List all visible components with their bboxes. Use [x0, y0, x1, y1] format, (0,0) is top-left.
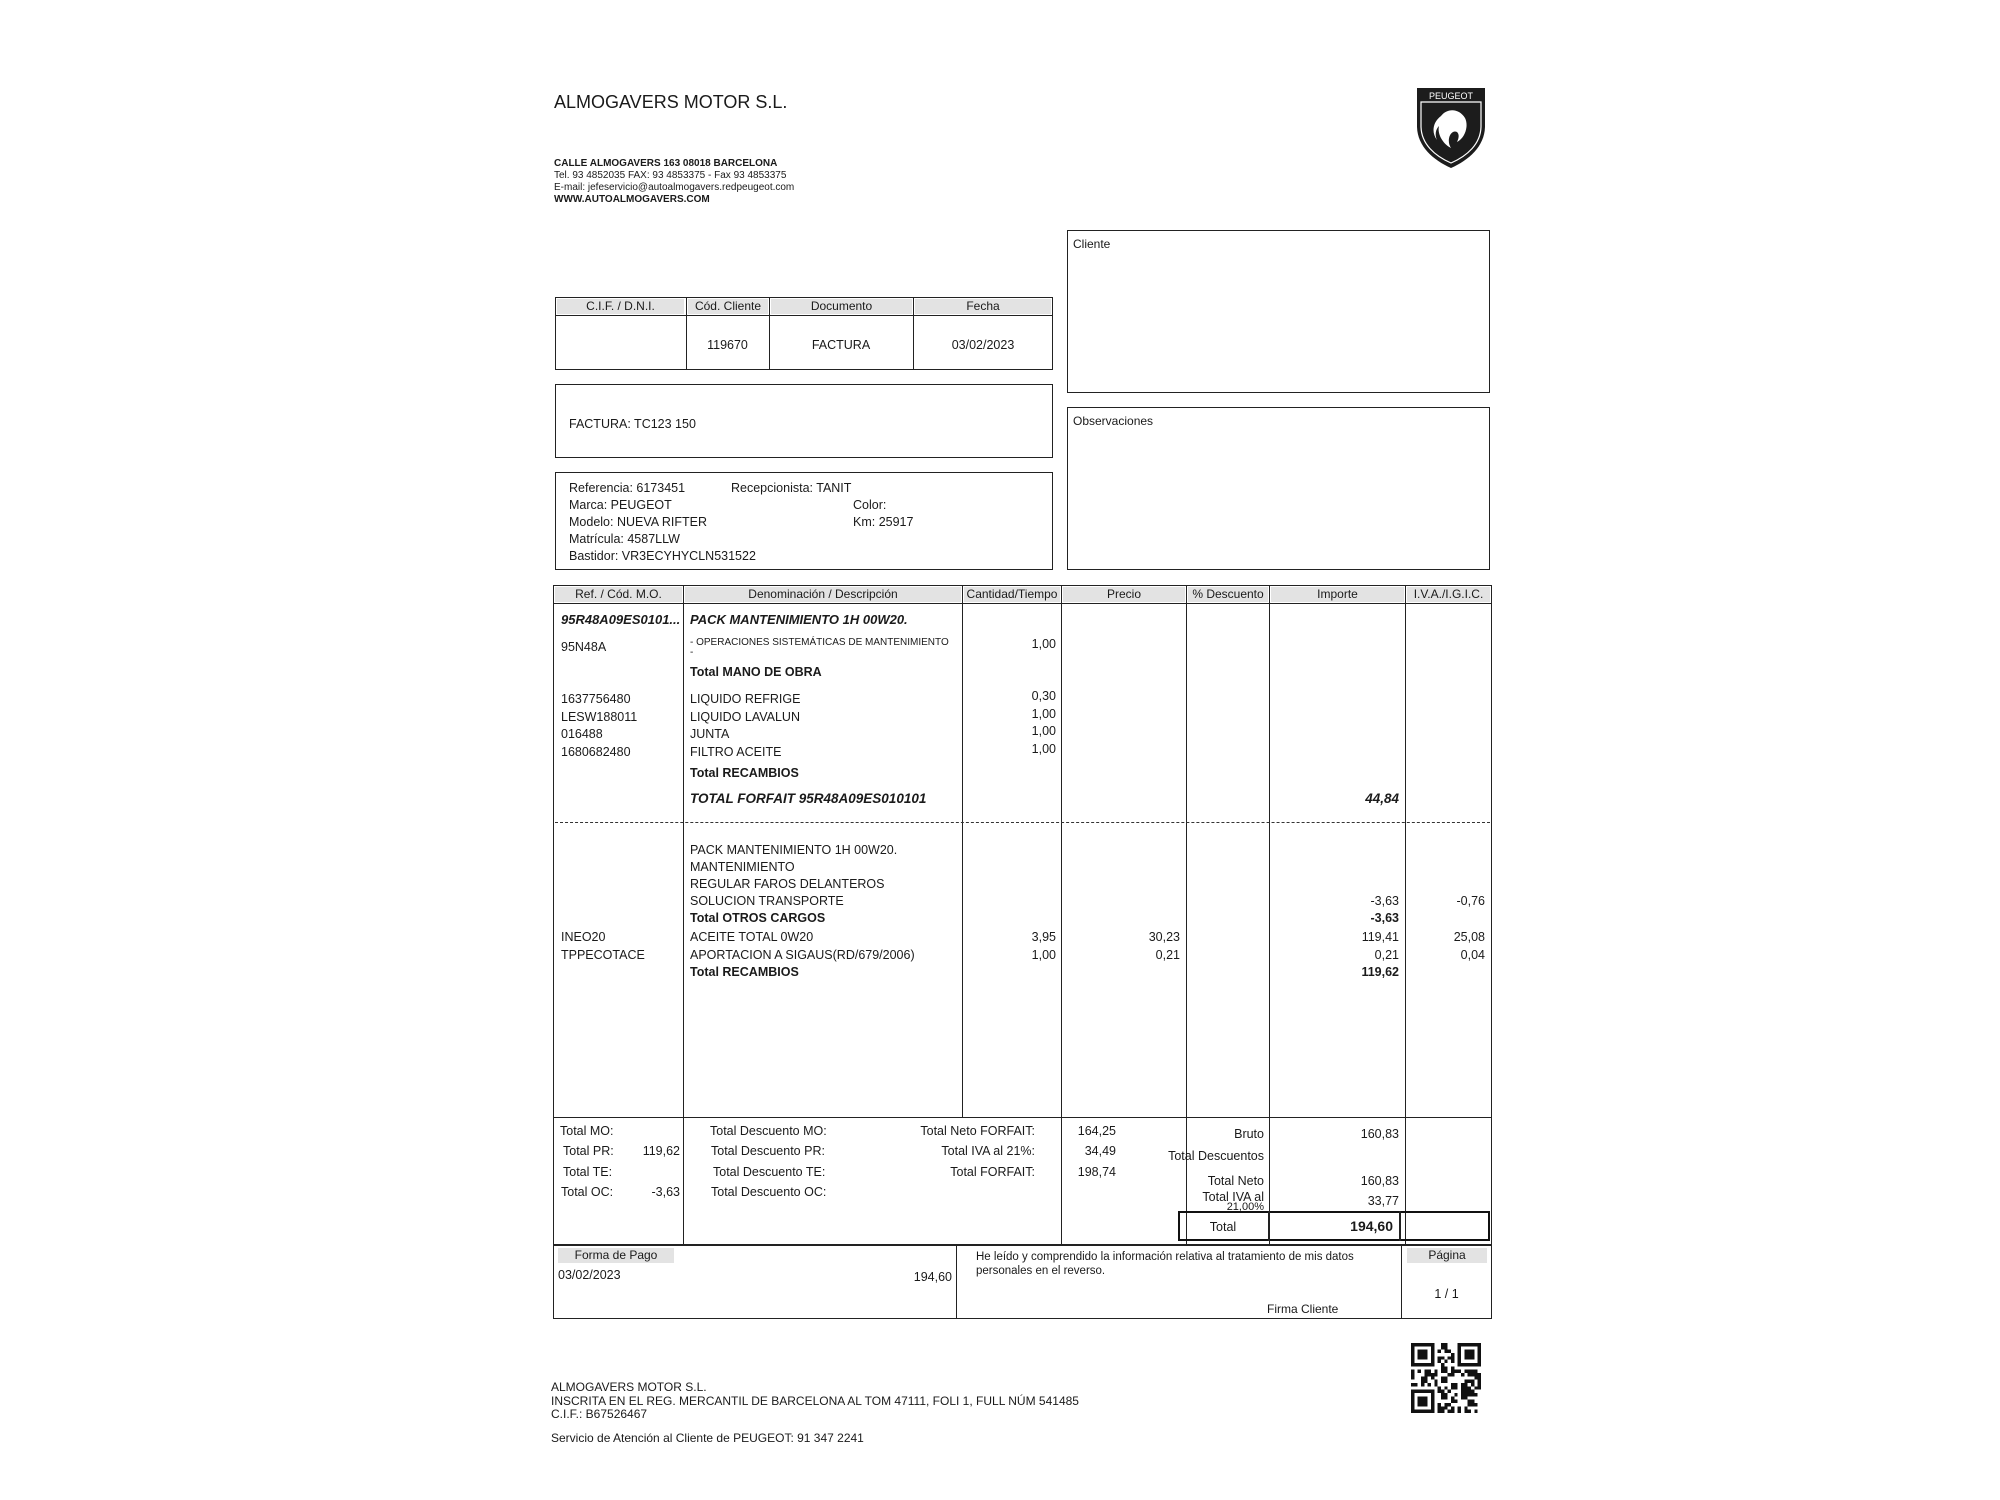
- mo-ref: 95N48A: [561, 640, 607, 654]
- total-oc-val: -3,63: [651, 1185, 680, 1199]
- iva21-val: 34,49: [1084, 1144, 1116, 1158]
- vehicle-referencia: Referencia: 6173451: [569, 481, 686, 495]
- legal-line1: He leído y comprendido la información relativa al tratamiento de mis datos: [976, 1251, 1354, 1263]
- total-label: Total: [1209, 1220, 1237, 1234]
- part-desc: JUNTA: [690, 727, 730, 741]
- part2-desc: APORTACION A SIGAUS(RD/679/2006): [690, 947, 915, 962]
- other-line: PACK MANTENIMIENTO 1H 00W20.: [690, 843, 898, 857]
- col-cantidad: Cantidad/Tiempo: [964, 587, 1060, 602]
- col-precio: Precio: [1063, 587, 1185, 602]
- value-cod-cliente: 119670: [707, 338, 748, 352]
- desc-oc: Total Descuento OC:: [711, 1185, 827, 1199]
- bruto-label: Bruto: [1234, 1127, 1264, 1141]
- total-pr: Total PR:: [563, 1144, 614, 1158]
- iva-val: 33,77: [1367, 1194, 1399, 1208]
- qr-code-icon: [1411, 1343, 1481, 1413]
- col-descripcion: Denominación / Descripción: [685, 587, 961, 602]
- company-web: WWW.AUTOALMOGAVERS.COM: [554, 194, 710, 205]
- desc-pr: Total Descuento PR:: [711, 1144, 825, 1158]
- header-documento: Documento: [771, 299, 912, 314]
- total-mo-label: Total MANO DE OBRA: [690, 665, 822, 679]
- other-line: MANTENIMIENTO: [690, 860, 795, 874]
- mo-desc: - OPERACIONES SISTEMÁTICAS DE MANTENIMIENTO: [690, 637, 949, 648]
- legal-line2: personales en el reverso.: [976, 1265, 1106, 1277]
- part2-precio: 0,21: [1155, 947, 1180, 962]
- col-iva: I.V.A./I.G.I.C.: [1407, 587, 1490, 602]
- total-pr-val: 119,62: [642, 1144, 680, 1158]
- vehicle-modelo: Modelo: NUEVA RIFTER: [569, 515, 708, 529]
- payment-amount: 194,60: [913, 1270, 952, 1284]
- vehicle-color: Color:: [853, 498, 887, 512]
- bottom-registro: INSCRITA EN EL REG. MERCANTIL DE BARCELONA AL TOM 47111, FOLI 1, FULL NÚM 541485: [551, 1394, 1079, 1408]
- transport-importe: -3,63: [1370, 894, 1399, 908]
- part2-desc: ACEITE TOTAL 0W20: [690, 930, 814, 944]
- part2-iva: 25,08: [1453, 930, 1485, 944]
- forfait-separator: [555, 822, 1490, 823]
- part2-importe: 119,41: [1361, 930, 1399, 944]
- total-oc: Total OC:: [561, 1185, 614, 1199]
- descuentos-label: Total Descuentos: [1168, 1149, 1264, 1163]
- total-mo: Total MO:: [560, 1124, 614, 1138]
- company-phone: Tel. 93 4852035 FAX: 93 4853375 - Fax 93 4853375: [554, 170, 787, 181]
- total-recambios-label: Total RECAMBIOS: [690, 766, 799, 780]
- client-box: [1067, 230, 1490, 393]
- part2-importe: 0,21: [1374, 947, 1399, 962]
- part-desc: LIQUIDO REFRIGE: [690, 692, 801, 706]
- iva21: Total IVA al 21%:: [941, 1144, 1035, 1158]
- part-qty: 1,00: [1031, 706, 1056, 721]
- iva-pct: 21,00%: [1226, 1201, 1264, 1213]
- bottom-cif: C.I.F.: B67526467: [551, 1407, 648, 1421]
- bruto-val: 160,83: [1360, 1127, 1399, 1141]
- part-qty: 0,30: [1031, 689, 1056, 703]
- total-recambios2-label: Total RECAMBIOS: [690, 965, 799, 979]
- pack-title: PACK MANTENIMIENTO 1H 00W20.: [690, 612, 908, 627]
- col-ref: Ref. / Cód. M.O.: [555, 587, 682, 602]
- part2-precio: 30,23: [1148, 930, 1180, 944]
- part-desc: LIQUIDO LAVALUN: [690, 709, 800, 724]
- invoice-number: FACTURA: TC123 150: [569, 417, 696, 431]
- part-ref: 1637756480: [561, 692, 631, 706]
- header-cif: C.I.F. / D.N.I.: [557, 299, 684, 314]
- other-line: SOLUCION TRANSPORTE: [690, 894, 844, 908]
- part2-qty: 1,00: [1031, 947, 1056, 962]
- vehicle-marca: Marca: PEUGEOT: [569, 498, 672, 512]
- mo-qty: 1,00: [1031, 637, 1056, 651]
- part-ref: 1680682480: [561, 744, 631, 759]
- transport-iva: -0,76: [1456, 894, 1485, 908]
- col-importe: Importe: [1271, 587, 1404, 602]
- client-label: Cliente: [1073, 237, 1111, 251]
- bottom-service: Servicio de Atención al Cliente de PEUGEOT: 91 347 2241: [551, 1431, 864, 1445]
- part-ref: 016488: [561, 727, 603, 741]
- vehicle-bastidor: Bastidor: VR3ECYHYCLN531522: [569, 549, 756, 563]
- iva-al-label: Total IVA al: [1202, 1190, 1264, 1204]
- part2-iva: 0,04: [1460, 947, 1485, 962]
- other-line: REGULAR FAROS DELANTEROS: [690, 877, 885, 891]
- payment-date: 03/02/2023: [558, 1268, 621, 1282]
- page-number: 1 / 1: [1434, 1287, 1459, 1301]
- part2-ref: TPPECOTACE: [561, 947, 645, 962]
- company-name: ALMOGAVERS MOTOR S.L.: [554, 92, 788, 112]
- total-otros-amount: -3,63: [1370, 911, 1399, 925]
- neto-forfait: Total Neto FORFAIT:: [920, 1124, 1035, 1138]
- vehicle-km: Km: 25917: [853, 515, 914, 529]
- vehicle-recepcionista: Recepcionista: TANIT: [731, 481, 852, 495]
- company-email: E-mail: jefeservicio@autoalmogavers.redpeugeot.com: [554, 182, 795, 193]
- total-otros-label: Total OTROS CARGOS: [690, 911, 826, 925]
- part-qty: 1,00: [1031, 724, 1056, 738]
- header-fecha: Fecha: [915, 299, 1051, 314]
- desc-te: Total Descuento TE:: [713, 1165, 826, 1179]
- part2-qty: 3,95: [1031, 930, 1056, 944]
- vehicle-matricula: Matrícula: 4587LLW: [569, 532, 680, 546]
- observations-label: Observaciones: [1073, 414, 1154, 428]
- header-cod-cliente: Cód. Cliente: [688, 299, 768, 314]
- total-te: Total TE:: [563, 1165, 613, 1179]
- neto-val: 160,83: [1360, 1174, 1399, 1188]
- part2-ref: INEO20: [561, 930, 606, 944]
- forfait-label: TOTAL FORFAIT 95R48A09ES010101: [690, 791, 927, 806]
- mo-desc2: -: [690, 647, 694, 658]
- part-desc: FILTRO ACEITE: [690, 744, 782, 759]
- total-forfait-val: 198,74: [1077, 1165, 1116, 1179]
- company-address: CALLE ALMOGAVERS 163 08018 BARCELONA: [554, 158, 778, 169]
- total-recambios2-amount: 119,62: [1361, 965, 1399, 979]
- pack-ref: 95R48A09ES0101...: [561, 612, 681, 627]
- logo-text: PEUGEOT: [1428, 91, 1473, 101]
- observations-box: [1067, 407, 1490, 570]
- total-val: 194,60: [1350, 1218, 1393, 1234]
- bottom-company: ALMOGAVERS MOTOR S.L.: [551, 1380, 707, 1394]
- forma-pago-label: Forma de Pago: [558, 1248, 674, 1263]
- neto-forfait-val: 164,25: [1077, 1124, 1116, 1138]
- total-forfait: Total FORFAIT:: [950, 1165, 1035, 1179]
- forfait-amount: 44,84: [1365, 791, 1399, 806]
- part-ref: LESW188011: [561, 709, 638, 724]
- value-documento: FACTURA: [811, 338, 871, 352]
- neto-label: Total Neto: [1207, 1174, 1264, 1188]
- part-qty: 1,00: [1031, 741, 1056, 756]
- value-fecha: 03/02/2023: [951, 338, 1015, 352]
- firma-cliente: Firma Cliente: [1267, 1302, 1339, 1316]
- desc-mo: Total Descuento MO:: [710, 1124, 827, 1138]
- col-descuento: % Descuento: [1188, 587, 1268, 602]
- pagina-label: Página: [1407, 1248, 1487, 1263]
- peugeot-logo: [1413, 86, 1489, 170]
